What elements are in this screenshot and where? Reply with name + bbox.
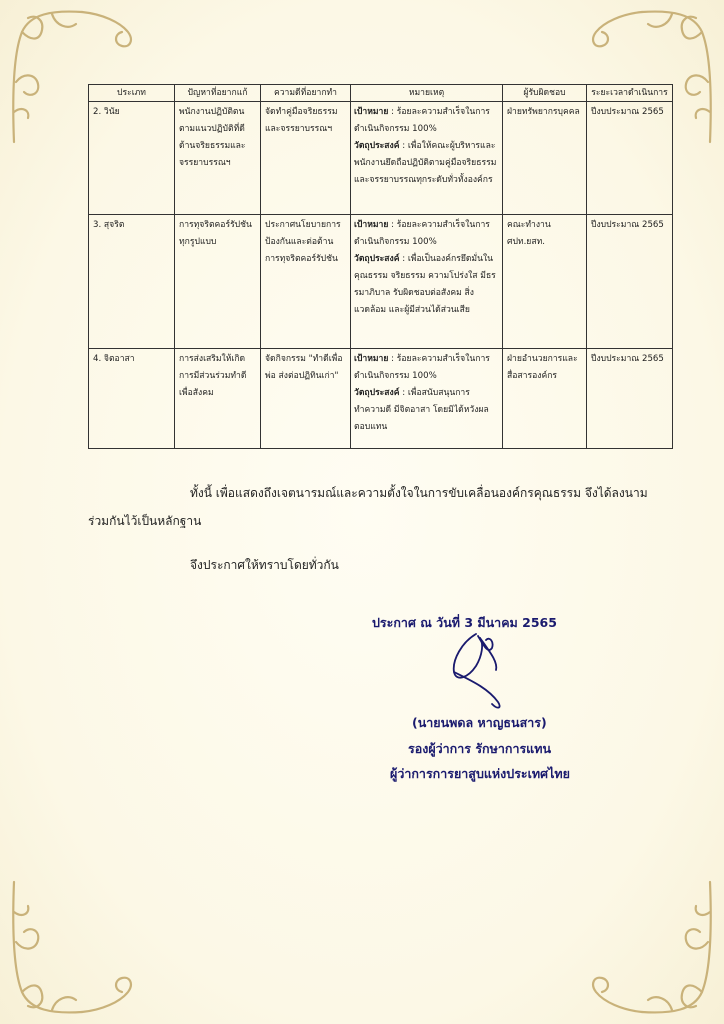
cell-owner: ฝ่ายอำนวยการและสื่อสารองค์กร [503,349,587,449]
cell-remarks [351,102,503,215]
cell-problem: การทุจริตคอร์รัปชันทุกรูปแบบ [175,215,261,349]
table-row [89,349,673,449]
cell-good-deed: ประกาศนโยบายการป้องกันและต่อต้านการทุจริตคอร์รัปชัน [261,215,351,349]
closing-paragraph-line2: ร่วมกันไว้เป็นหลักฐาน [88,514,202,528]
table-header-row [89,85,673,102]
corner-ornament-bottom-left [2,872,152,1022]
table-row [89,215,673,349]
table-row [89,102,673,215]
cell-period: ปีงบประมาณ 2565 [587,215,673,349]
objective-label: วัตถุประสงค์ [354,141,400,151]
header-type: ประเภท [89,85,175,102]
objective-text: : เพื่อเป็นองค์กรยึดมั่นในคุณธรรม จริยธรรม ความโปร่งใส มีธรรมาภิบาล รับผิดชอบต่อสังคม สิ่งแวดล้อม และผู้มีส่วนได้ส่วนเสีย [354,254,496,315]
cell-good-deed: จัดกิจกรรม "ทำดีเพื่อพ่อ ส่งต่อปฏิทินเก่า" [261,349,351,449]
target-label: เป้าหมาย [354,354,389,364]
cell-type: 4. จิตอาสา [89,349,175,449]
cell-remarks [351,215,503,349]
header-problem: ปัญหาที่อยากแก้ [175,85,261,102]
header-remarks: หมายเหตุ [351,85,503,102]
corner-ornament-bottom-right [572,872,722,1022]
target-label: เป้าหมาย [354,220,389,230]
cell-type: 3. สุจริต [89,215,175,349]
target-text: : ร้อยละความสำเร็จในการดำเนินกิจกรรม 100% [354,107,490,134]
objective-label: วัตถุประสงค์ [354,388,400,398]
cell-owner: ฝ่ายทรัพยากรบุคคล [503,102,587,215]
target-text: : ร้อยละความสำเร็จในการดำเนินกิจกรรม 100% [354,354,490,381]
cell-problem: การส่งเสริมให้เกิดการมีส่วนร่วมทำดีเพื่อสังคม [175,349,261,449]
signatory-position: รองผู้ว่าการ รักษาการแทน [408,741,552,756]
cell-owner: คณะทำงาน ศปท.ยสท. [503,215,587,349]
header-good-deed: ความดีที่อยากทำ [261,85,351,102]
cell-good-deed: จัดทำคู่มือจริยธรรมและจรรยาบรรณฯ [261,102,351,215]
objective-text: : เพื่อให้คณะผู้บริหารและพนักงานยึดถือปฏิบัติตามคู่มือจริยธรรมและจรรยาบรรณทุกระดับทั่วทั้งองค์กร [354,141,497,185]
header-owner: ผู้รับผิดชอบ [503,85,587,102]
closing-paragraph-line1: ทั้งนี้ เพื่อแสดงถึงเจตนารมณ์และความตั้งใจในการขับเคลื่อนองค์กรคุณธรรม จึงได้ลงนาม [190,486,648,500]
announcement-paragraph: จึงประกาศให้ทราบโดยทั่วกัน [190,558,339,572]
objective-label: วัตถุประสงค์ [354,254,400,264]
signatory-name: (นายนพดล หาญธนสาร) [412,715,547,730]
cell-problem: พนักงานปฏิบัติตนตามแนวปฏิบัติที่ดีด้านจริยธรรมและจรรยาบรรณฯ [175,102,261,215]
signatory-organization: ผู้ว่าการการยาสูบแห่งประเทศไทย [390,766,570,781]
announcement-date: ประกาศ ณ วันที่ 3 มีนาคม 2565 [372,615,557,630]
cell-type: 2. วินัย [89,102,175,215]
target-text: : ร้อยละความสำเร็จในการดำเนินกิจกรรม 100% [354,220,490,247]
plan-table [88,84,673,449]
cell-remarks [351,349,503,449]
handwritten-signature [440,628,518,712]
objective-text: : เพื่อสนับสนุนการทำความดี มีจิตอาสา โดยมิได้หวังผลตอบแทน [354,388,489,432]
cell-period: ปีงบประมาณ 2565 [587,349,673,449]
target-label: เป้าหมาย [354,107,389,117]
header-period: ระยะเวลาดำเนินการ [587,85,673,102]
cell-period: ปีงบประมาณ 2565 [587,102,673,215]
